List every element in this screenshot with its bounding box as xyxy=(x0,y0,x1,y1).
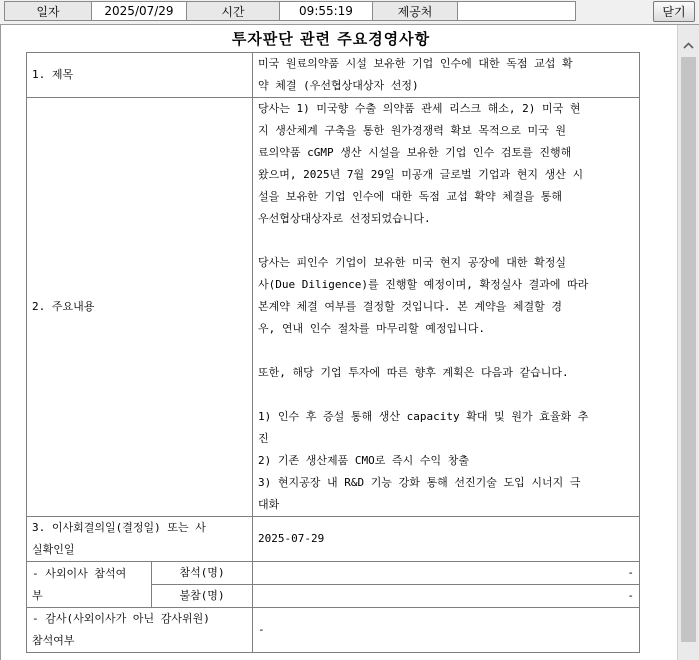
text-line: 진 xyxy=(258,432,269,445)
vertical-scrollbar[interactable] xyxy=(677,25,699,660)
attend-label: 참석(명) xyxy=(152,562,253,585)
text-line: 1) 인수 후 증설 통해 생산 capacity 확대 및 원가 효율화 추 xyxy=(258,410,589,423)
main-paragraph-4 xyxy=(258,406,634,516)
scroll-up-arrow-icon[interactable] xyxy=(678,37,699,54)
main-content-label: 2. 주요내용 xyxy=(27,98,253,517)
time-value: 09:55:19 xyxy=(280,2,373,20)
board-date-label xyxy=(27,517,253,562)
close-button[interactable]: 닫기 xyxy=(653,1,695,22)
board-date-label-line: 실확인일 xyxy=(32,543,75,556)
board-date-label-line: 3. 이사회결의일(결정일) 또는 사 xyxy=(32,521,206,534)
table-row-main-content xyxy=(27,98,640,517)
table-row-board-date xyxy=(27,517,640,562)
text-line: 우, 연내 인수 절차를 마무리할 예정입니다. xyxy=(258,322,485,335)
text-line: 3) 현지공장 내 R&D 기능 강화 통해 선진기술 도입 시너지 극 xyxy=(258,476,581,489)
absent-value: - xyxy=(253,585,640,608)
auditor-label-line: - 감사(사외이사가 아닌 감사위원) xyxy=(32,612,210,625)
auditor-value: - xyxy=(253,608,640,653)
time-label: 시간 xyxy=(187,2,280,20)
subject-label: 1. 제목 xyxy=(27,53,253,98)
main-content-value xyxy=(253,98,640,517)
text-line: 당사는 피인수 기업이 보유한 미국 현지 공장에 대한 확정실 xyxy=(258,256,567,269)
text-line: 대화 xyxy=(258,498,280,511)
text-line: 사(Due Diligence)를 진행할 예정이며, 확정실사 결과에 따라 xyxy=(258,278,589,291)
provider-value xyxy=(458,2,575,20)
auditor-label-line: 참석여부 xyxy=(32,634,75,647)
text-line: 또한, 해당 기업 투자에 따른 향후 계획은 다음과 같습니다. xyxy=(258,366,569,379)
document-title: 투자판단 관련 주요경영사항 xyxy=(231,30,431,48)
subject-value xyxy=(253,53,640,98)
auditor-label xyxy=(27,608,253,653)
table-row-subject xyxy=(27,53,640,98)
outside-director-label-line: 부 xyxy=(32,588,43,602)
attend-value: - xyxy=(253,562,640,585)
text-line: 지 생산체계 구축을 통한 원가경쟁력 확보 목적으로 미국 원 xyxy=(258,124,567,137)
outside-director-label-line: - 사외이사 참석여 xyxy=(32,566,127,580)
text-line: 본계약 체결 여부를 결정할 것입니다. 본 계약을 체결할 경 xyxy=(258,300,562,313)
document-viewer xyxy=(0,24,699,660)
text-line: 2) 기존 생산제품 CMO로 즉시 수익 창출 xyxy=(258,454,469,467)
date-value: 2025/07/29 xyxy=(92,2,187,20)
text-line: 료의약품 cGMP 생산 시설을 보유한 기업 인수 검토를 진행해 xyxy=(258,146,572,159)
main-paragraph-1 xyxy=(258,98,634,230)
table-row-outside-attend xyxy=(27,562,640,585)
text-line: 설을 보유한 기업 인수에 대한 독점 교섭 확약 체결을 통해 xyxy=(258,190,562,203)
subject-line: 약 체결 (우선협상대상자 선정) xyxy=(258,79,419,92)
subject-line: 미국 원료의약품 시설 보유한 기업 인수에 대한 독점 교섭 확 xyxy=(258,57,573,70)
board-date-value: 2025-07-29 xyxy=(253,517,640,562)
main-paragraph-3 xyxy=(258,362,634,384)
table-row-auditor xyxy=(27,608,640,653)
outside-director-label xyxy=(27,562,152,608)
info-bar xyxy=(0,0,699,24)
absent-label: 불참(명) xyxy=(152,585,253,608)
scrollbar-thumb[interactable] xyxy=(681,57,696,642)
text-line: 우선협상대상자로 선정되었습니다. xyxy=(258,212,431,225)
text-line: 왔으며, 2025년 7월 29일 미공개 글로벌 기업과 현지 생산 시 xyxy=(258,168,584,181)
disclosure-table xyxy=(26,52,640,653)
text-line: 당사는 1) 미국향 수출 의약품 관세 리스크 해소, 2) 미국 현 xyxy=(258,102,581,115)
document-content xyxy=(1,25,677,660)
info-box xyxy=(4,1,576,21)
main-paragraph-2 xyxy=(258,252,634,340)
date-label: 일자 xyxy=(5,2,92,20)
provider-label: 제공처 xyxy=(373,2,458,20)
